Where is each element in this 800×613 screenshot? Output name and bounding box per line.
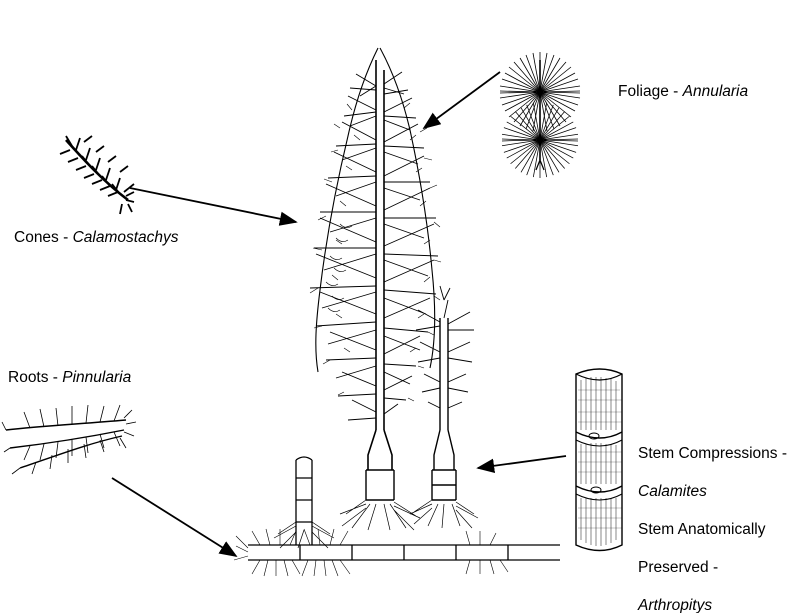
cone-sketch (60, 136, 134, 214)
label-roots-taxon: Pinnularia (62, 369, 132, 386)
label-stem-line3: Preserved - (638, 559, 719, 576)
label-cones-taxon: Calamostachys (72, 229, 179, 246)
label-stem-taxon1: Calamites (638, 483, 707, 500)
label-stem-line2: Stem Anatomically (638, 521, 766, 538)
main-plant-sketch (310, 48, 441, 500)
label-foliage-taxon: Annularia (682, 83, 749, 100)
label-cones-prefix: Cones - (14, 229, 73, 246)
foliage-whorl-sketch (500, 52, 580, 178)
stem-section-sketch (576, 369, 622, 551)
label-foliage (618, 82, 748, 101)
label-roots-prefix: Roots - (8, 369, 63, 386)
label-foliage-prefix: Foliage - (618, 83, 683, 100)
label-stem-taxon2: Arthropitys (638, 597, 713, 613)
arrow-cones-to-plant (130, 188, 296, 222)
rhizome-sketch (234, 457, 560, 576)
root-sketch (2, 405, 136, 474)
label-stem-line1: Stem Compressions - (638, 445, 788, 462)
arrow-stem-to-trunk (478, 456, 566, 468)
arrow-roots-to-rhizome (112, 478, 236, 556)
label-stem (638, 425, 798, 613)
label-cones (14, 228, 179, 247)
label-roots (8, 368, 131, 387)
arrow-foliage-to-plant (424, 72, 500, 128)
middle-shoot-sketch (416, 286, 474, 500)
